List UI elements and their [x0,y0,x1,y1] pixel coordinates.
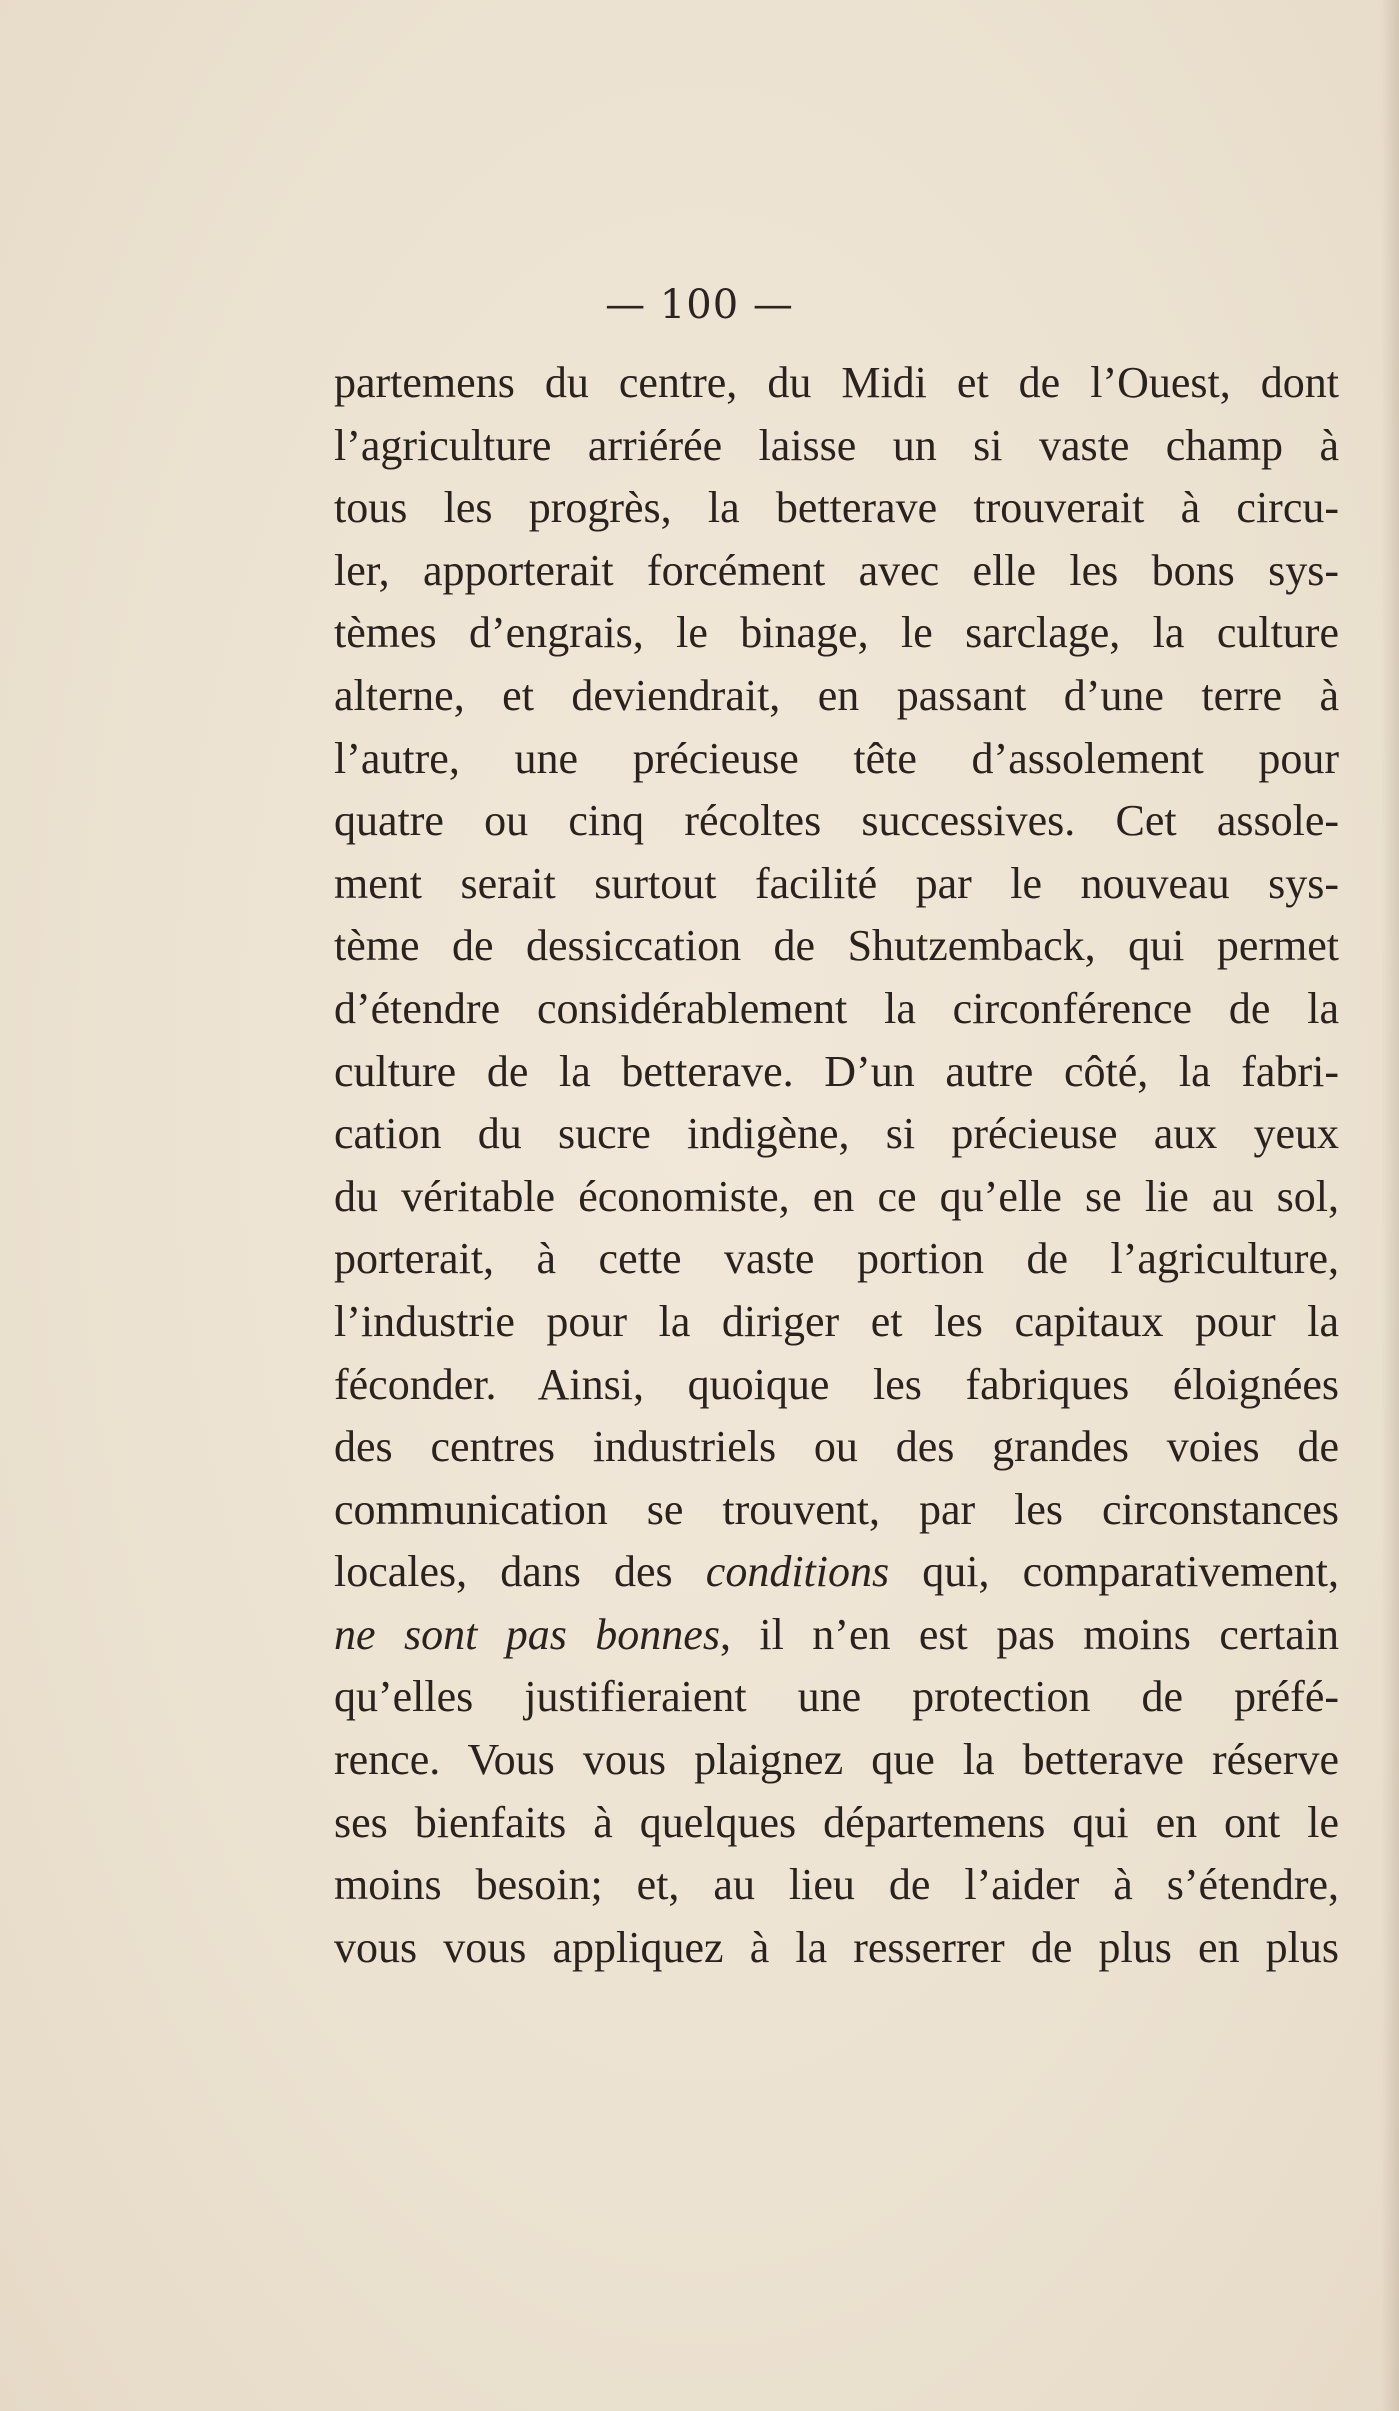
text-line [334,665,1339,728]
body-text [334,352,1339,1979]
text-segment: l’agriculture arriérée laisse un si vaste champ à [334,420,1339,470]
page-number: — 100 — [605,282,794,328]
text-segment: l’industrie pour la diriger et les capitaux pour la [334,1296,1339,1346]
text-line [334,602,1339,665]
text-line [334,1416,1339,1479]
text-line [334,1354,1339,1417]
text-segment: cation du sucre indigène, si précieuse aux yeux [334,1109,1339,1159]
text-line [334,728,1339,791]
text-segment: , il n’en est pas moins certain [719,1609,1339,1659]
text-segment: vous vous appliquez à la resserrer de plus en plus [334,1922,1339,1972]
page-edge-shadow [1381,0,1399,2411]
text-line [334,540,1339,603]
text-segment: d’étendre considérablement la circonférence de la [334,983,1339,1033]
text-segment: du véritable économiste, en ce qu’elle se lie au sol, [334,1171,1339,1221]
text-line [334,853,1339,916]
text-line [334,477,1339,540]
text-line [334,1041,1339,1104]
text-segment: alterne, et deviendrait, en passant d’une terre à [334,670,1339,720]
text-segment: partemens du centre, du Midi et de l’Ouest, dont [334,358,1339,407]
text-segment: ment serait surtout facilité par le nouveau sys- [334,858,1339,908]
text-line [334,1729,1339,1792]
text-line [334,978,1339,1041]
text-line [334,1228,1339,1291]
text-line [334,1854,1339,1917]
text-segment: tous les progrès, la betterave trouverait à circu- [334,483,1339,533]
text-line [334,1666,1339,1729]
text-segment: porterait, à cette vaste portion de l’agriculture, [334,1234,1339,1284]
text-line [334,790,1339,853]
text-segment: rence. Vous vous plaignez que la betterave réserve [334,1735,1339,1785]
text-segment: ler, apporterait forcément avec elle les bons sys- [334,545,1339,595]
text-segment: des centres industriels ou des grandes voies de [334,1422,1339,1472]
text-line [334,1917,1339,1980]
text-segment: locales, dans des [334,1547,706,1597]
text-line [334,1291,1339,1354]
text-line [334,915,1339,978]
text-line [334,1479,1339,1542]
text-segment: l’autre, une précieuse tête d’assolement pour [334,733,1339,783]
text-line [334,1103,1339,1166]
text-segment: culture de la betterave. D’un autre côté, la fabri- [334,1046,1339,1096]
text-segment: qui, comparativement, [889,1547,1339,1597]
text-line [334,1792,1339,1855]
text-segment: tèmes d’engrais, le binage, le sarclage, la culture [334,608,1339,658]
text-segment: qu’elles justifieraient une protection de préfé- [334,1672,1339,1722]
text-line [334,352,1339,415]
text-line [334,415,1339,478]
text-line [334,1166,1339,1229]
text-segment: tème de dessiccation de Shutzemback, qui permet [334,921,1339,971]
text-segment: moins besoin; et, au lieu de l’aider à s’étendre, [334,1860,1339,1910]
italic-text-segment: ne sont pas bonnes [334,1609,720,1659]
text-segment: ses bienfaits à quelques départemens qui en ont le [334,1797,1339,1847]
text-segment: quatre ou cinq récoltes successives. Cet assole- [334,796,1339,846]
italic-text-segment: conditions [705,1547,890,1597]
text-segment: féconder. Ainsi, quoique les fabriques éloignées [334,1359,1339,1409]
text-line [334,1541,1339,1604]
text-segment: communication se trouvent, par les circonstances [334,1484,1339,1534]
text-line [334,1604,1339,1667]
